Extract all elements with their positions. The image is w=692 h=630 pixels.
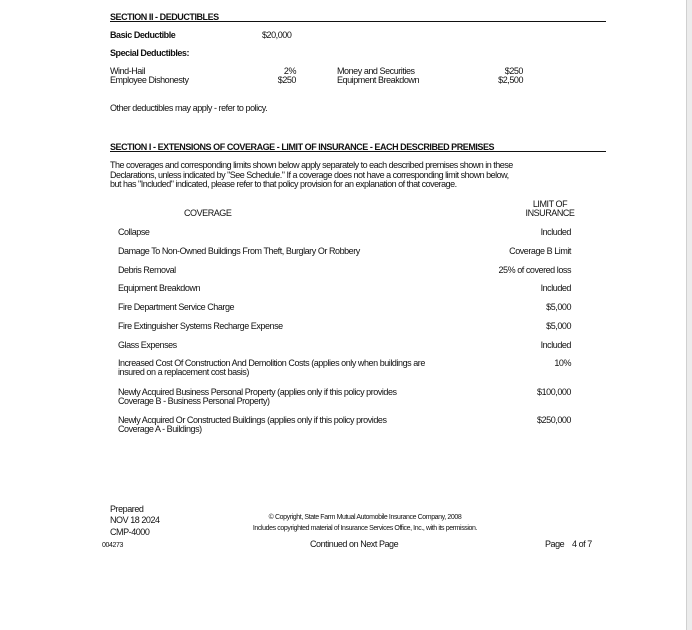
wind-hail-label: Wind-Hail [110,66,145,76]
coverage-row-limit: Included [540,340,571,350]
coverage-row-limit: 25% of covered loss [498,265,571,275]
intro-line: Declarations, unless indicated by "See Schedule." If a coverage does not have a corresponding limit shown below, [110,169,509,180]
continued-on-next-page: Continued on Next Page [310,539,399,549]
deductibles-heading: SECTION II - DEDUCTIBLES [110,12,219,22]
page-number: 4 of 7 [572,539,592,549]
deductibles-heading-rule [110,21,606,22]
money-securities-value: $250 [504,66,523,76]
coverage-row-limit: $250,000 [537,415,571,425]
money-securities-label: Money and Securities [337,66,415,76]
limit-column-header-line1: LIMIT OF [532,199,568,209]
coverage-row-name: Fire Department Service Charge [118,302,235,312]
coverage-row-name-cont: Coverage B - Business Personal Property) [118,396,270,406]
coverage-row-limit: $5,000 [546,302,571,312]
coverage-column-header: COVERAGE [184,208,232,218]
coverage-row-name: Increased Cost Of Construction And Demolition Costs (applies only when buildings are [118,358,425,368]
coverage-row-name: Damage To Non-Owned Buildings From Theft, Burglary Or Robbery [118,246,360,256]
wind-hail-value: 2% [283,66,296,76]
coverage-row-name: Newly Acquired Business Personal Property (applies only if this policy provides [118,387,397,397]
page-label: Page [545,539,565,549]
employee-dishonesty-value: $250 [277,75,296,85]
prepared-label: Prepared [110,504,144,514]
intro-line: The coverages and corresponding limits shown below apply separately to each described premises shown in these [110,160,513,170]
intro-line: but has "Included" indicated, please refer to that policy provision for an explanation of that coverage. [110,179,457,190]
extensions-intro-paragraph [110,161,606,190]
copyright-line: © Copyright, State Farm Mutual Automobile Insurance Company, 2008 [268,514,462,521]
coverage-row-name: Fire Extinguisher Systems Recharge Expense [118,321,283,331]
coverage-row-name-cont: insured on a replacement cost basis) [118,367,249,377]
coverage-row-limit: $100,000 [537,387,571,397]
limit-column-header-line2: INSURANCE [525,208,575,218]
equipment-breakdown-deductible-label: Equipment Breakdown [337,75,420,85]
extensions-heading: SECTION I - EXTENSIONS OF COVERAGE - LIMIT OF INSURANCE - EACH DESCRIBED PREMISES [110,142,495,152]
other-deductibles-note: Other deductibles may apply - refer to policy. [110,103,268,113]
coverage-row-name: Newly Acquired Or Constructed Buildings (applies only if this policy provides [118,415,387,425]
coverage-row-name: Equipment Breakdown [118,283,201,293]
coverage-row-name: Collapse [118,227,150,237]
form-code: CMP-4000 [110,527,150,537]
extensions-heading-rule [110,151,606,152]
special-deductibles-label: Special Deductibles: [110,48,190,58]
coverage-row-limit: Included [540,283,571,293]
employee-dishonesty-label: Employee Dishonesty [110,75,189,85]
coverage-row-limit: Included [540,227,571,237]
coverage-row-limit: Coverage B Limit [509,246,571,256]
equipment-breakdown-deductible-value: $2,500 [498,75,523,85]
copyright-permission-line: Includes copyrighted material of Insurance Services Office, Inc., with its permission. [252,525,478,532]
document-number: 004273 [102,542,123,549]
basic-deductible-value: $20,000 [262,30,292,40]
coverage-row-limit: $5,000 [546,321,571,331]
prepared-date: NOV 18 2024 [110,515,160,525]
coverage-row-limit: 10% [554,358,571,368]
vertical-scrollbar[interactable] [686,0,692,630]
coverage-row-name-cont: Coverage A - Buildings) [118,424,202,434]
basic-deductible-label: Basic Deductible [110,30,176,40]
coverage-row-name: Debris Removal [118,265,176,275]
coverage-row-name: Glass Expenses [118,340,177,350]
